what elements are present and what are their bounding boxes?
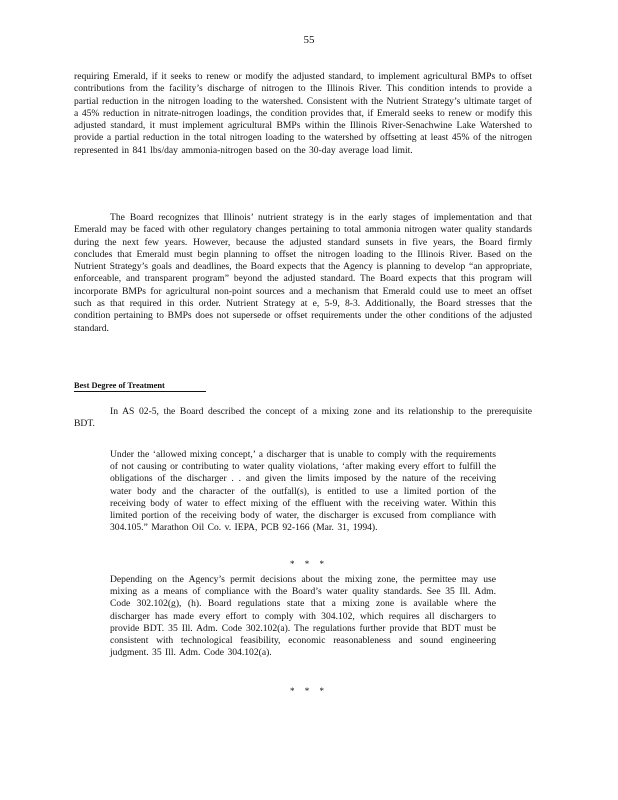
paragraph-1-block	[74, 71, 532, 157]
separator-stars-2: * * *	[290, 686, 328, 696]
intro-paragraph: In AS 02-5, the Board described the concept of a mixing zone and its relationship to the prerequisite BDT.	[74, 406, 532, 430]
intro-paragraph-block	[74, 406, 532, 431]
separator-stars-1: * * *	[290, 559, 328, 569]
section-heading: Best Degree of Treatment	[74, 381, 206, 392]
page-number: 55	[303, 34, 315, 46]
paragraph-2: The Board recognizes that Illinois’ nutrient strategy is in the early stages of implementation and that Emerald may be faced with other regulatory changes pertaining to total ammonia nitrogen water quality standards during the next few years. However, because the adjusted standard sunsets in five years, the Board firmly concludes that Emerald must begin planning to offset the nitrogen loading to the Illinois River. Based on the Nutrient Strategy’s goals and deadlines, the Board expects that the Agency is planning to develop “an appropriate, enforceable, and transparent program” beyond the adjusted standard. The Board expects that this program will incorporate BMPs for agricultural non-point sources and a mechanism that Emerald could use to meet an offset such as that required in this order. Nutrient Strategy at e, 5-9, 8-3. Additionally, the Board stresses that the condition pertaining to BMPs does not supersede or offset requirements under the other conditions of the adjusted standard.	[74, 212, 532, 334]
paragraph-2-block	[74, 212, 532, 335]
paragraph-1: requiring Emerald, if it seeks to renew or modify the adjusted standard, to implement agricultural BMPs to offset contributions from the facility’s discharge of nitrogen to the Illinois River. This condition intends to provide a partial reduction in the nitrogen loading to the watershed. Consistent with the Nutrient Strategy’s ultimate target of a 45% reduction in nitrate-nitrogen loadings, the condition provides that, if Emerald seeks to renew or modify this adjusted standard, it must implement agricultural BMPs within the Illinois River-Senachwine Lake Watershed to provide a partial reduction in the total nitrogen loading to the watershed by offsetting at least 45% of the nitrogen represented in 841 lbs/day ammonia-nitrogen based on the 30-day average load limit.	[74, 71, 532, 156]
block-quote-1: Under the ‘allowed mixing concept,’ a discharger that is unable to comply with the requirements of not causing or contributing to water quality violations, ‘after making every effort to fulfill the obligations of the discharger . . and given the limits imposed by the nature of the receiving water body and the character of the outfall(s), is entitled to use a limited portion of the receiving body of water to effect mixing of the effluent with the receiving water. Within this limited portion of the receiving body of water, the discharger is excused from compliance with 304.105.” Marathon Oil Co. v. IEPA, PCB 92-166 (Mar. 31, 1994).	[110, 449, 496, 534]
block-quote-2: Depending on the Agency’s permit decisions about the mixing zone, the permittee may use mixing as a means of compliance with the Board’s water quality standards. See 35 Ill. Adm. Code 302.102(g), (h). Board regulations state that a mixing zone is available where the discharger has made every effort to comply with 304.102, which requires all dischargers to provide BDT. 35 Ill. Adm. Code 302.102(a). The regulations further provide that BDT must be consistent with technological feasibility, economic reasonableness and sound engineering judgment. 35 Ill. Adm. Code 304.102(a).	[110, 574, 496, 659]
